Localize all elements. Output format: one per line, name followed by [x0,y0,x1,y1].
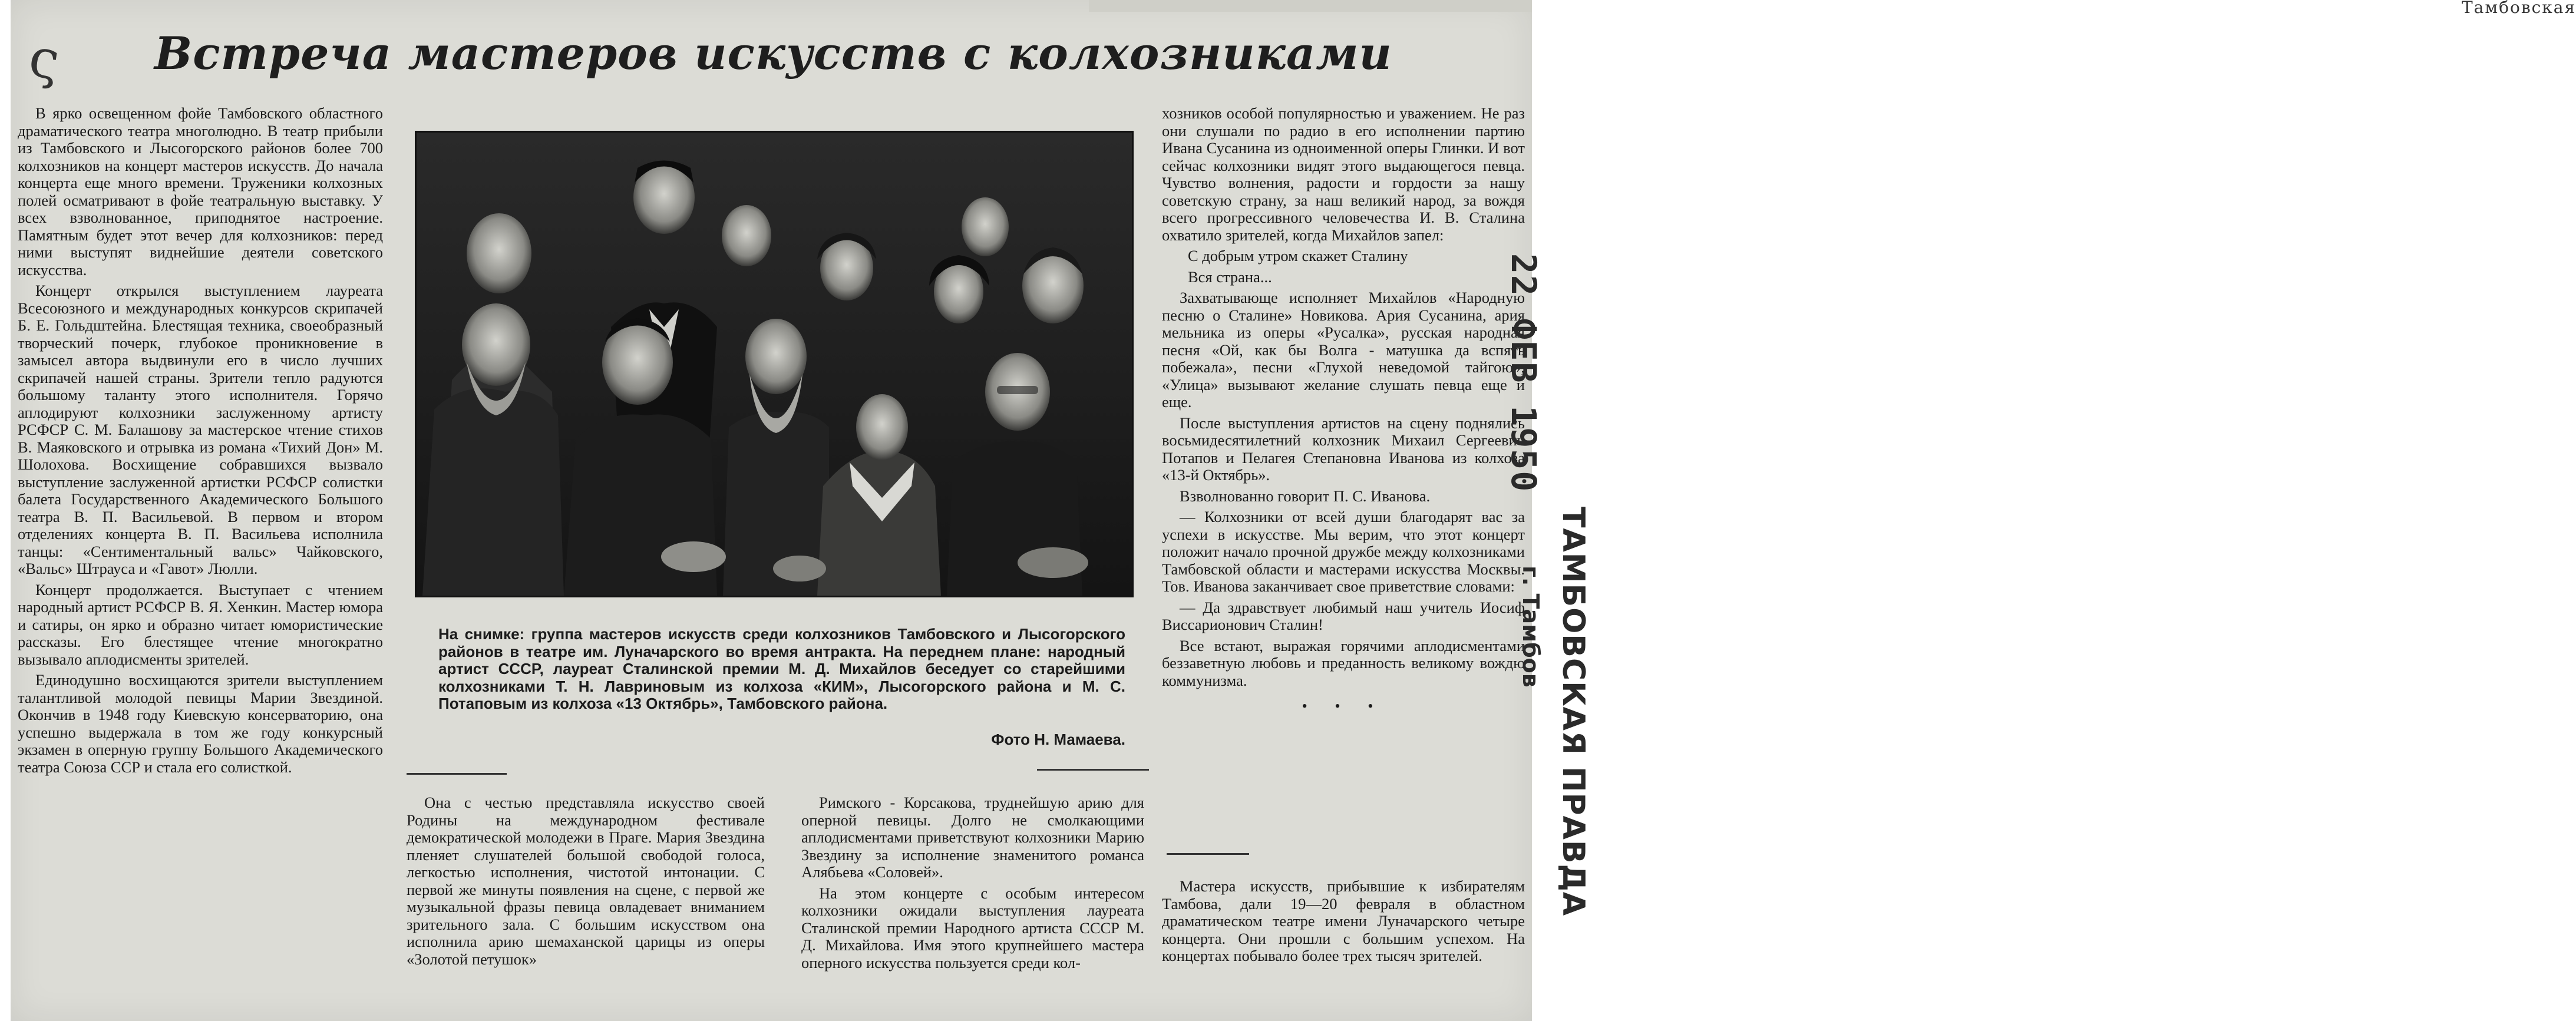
photo-caption: На снимке: группа мастеров искусств среди колхозников Тамбовского и Лысогорского районов в театре им. Луначарского во время антракта. На переднем плане: народный артист СССР, лауреат Сталинской премии М. Д. Михайлов беседует со старейшими колхозниками Т. Н. Лавриновым из колхоза «КИМ», Лысогорского района и М. С. Потаповым из колхоза «13 Октябрь», Тамбовского района. [438,625,1125,712]
paragraph: Концерт открылся выступлением лауреата Всесоюзного и международных конкурсов скрипачей Б. Е. Гольдштейна. Блестящая техника, своеобразный творческий почерк, глубокое проникновение в замысел автора выдвинули его в число лучших скрипачей нашей страны. Зрители тепло радуются большому таланту этого исполнителя. Горячо аплодируют колхозники заслуженному артисту РСФСР С. М. Балашову за мастерское чтение стихов В. Маяковского и отрывка из романа «Тихий Дон» М. Шолохова. Восхищение собравшихся вызвало выступление заслуженной артистки РСФСР солистки балета Государственного Академического Большого театра В. П. Васильевой. В первом и втором отделениях концерта В. П. Васильева исполнила танцы: «Сентиментальный вальс» Чайковского, «Вальс» Штрауса и «Гавот» Люлли. [18,282,383,577]
column-divider-rule [407,773,507,775]
paragraph: На этом концерте с особым интересом колхозники ожидали выступления лауреата Сталинской премии Народного артиста СССР М. Д. Михайлова. Имя этого крупнейшего мастера оперного искусства пользуется среди кол- [801,884,1144,972]
date-stamp: 22 ФЕВ 1950 [1504,253,1544,493]
paragraph: С добрым утром скажет Сталину [1188,247,1408,265]
article-headline: Встреча мастеров искусств с колхозниками [154,27,1392,80]
column-divider-rule [1167,853,1249,855]
column-divider-rule [1037,769,1149,771]
photo-credit: Фото Н. Мамаева. [991,731,1125,748]
paragraph: хозников особой популярностью и уважением. Не раз они слушали по радио в его исполнении партию Ивана Сусанина из одноименной оперы Глинки. И вот сейчас колхозники видят этого выдающегося певца. Чувство волнения, радости и гордости за нашу советскую страну, за наш великий народ, за вождя всего прогрессивного человечества И. В. Сталина охватило зрителей, когда Михайлов запел: [1162,104,1525,244]
paragraph: Римского - Корсакова, труднейшую арию для оперной певицы. Долго не смолкающими аплодисментами приветствуют колхозники Марию Звездину за исполнение знаменитого романса Алябьева «Соловей». [801,794,1144,881]
article-column-3 [801,794,1144,975]
paragraph: Она с честью представляла искусство своей Родины на международном фестивале демократической молодежи в Праге. Мария Звездина пленяет слушателей большой свободой голоса, легкостью исполнения, чистотой интонации. С первой же минуты появления на сцене, с первой же музыкальной фразы певица овладевает вниманием зрительного зала. С большим искусством она исполнила арию шемаханской царицы из оперы «Золотой петушок» [407,794,765,968]
paragraph: Единодушно восхищаются зрители выступлением талантливой молодой певицы Марии Звездиной. Окончив в 1948 году Киевскую консерваторию, она успешно выдержала в том же году конкурсный экзамен в оперную группу Большого Академического театра Союза ССР и стала его солисткой. [18,671,383,776]
paragraph: Концерт продолжается. Выступает с чтением народный артист РСФСР В. Я. Хенкин. Мастер юмора и сатиры, он ярко и образно читает юмористические рассказы. Его блестящее чтение многократно вызывало аплодисменты зрителей. [18,580,383,668]
group-photo-image [417,133,1132,596]
article-column-2 [407,794,765,972]
paragraph: — Да здравствует любимый наш учитель Иосиф Виссарионович Сталин! [1162,598,1525,633]
group-photo [415,131,1134,597]
paragraph: Взволнованно говорит П. С. Иванова. [1180,487,1431,505]
paragraph: • • • [1302,697,1385,715]
paragraph: — Колхозники от всей души благодарят вас за успехи в искусстве. Мы верим, что этот концерт положит начало прочной дружбе между колхозниками Тамбовской области и мастерами искусства Москвы. Тов. Иванова заканчивает свое приветствие словами: [1162,508,1525,595]
city-stamp: г. Тамбов [1518,566,1544,688]
paragraph: Вся страна... [1188,267,1272,286]
newspaper-name-stamp: ТАМБОВСКАЯ ПРАВДА [1555,507,1591,917]
handwritten-mark: ς [25,27,64,92]
paragraph: В ярко освещенном фойе Тамбовского областного драматического театра многолюдно. В театр прибыли из Тамбовского и Лысогорского районов более 700 колхозников на концерт мастеров искусств. До начала концерта еще много времени. Труженики колхозных полей осматривают в фойе театральную выставку. У всех взволнованное, приподнятое настроение. Памятным будет этот вечер для колхозников: перед ними выступят виднейшие деятели советского искусства. [18,104,383,279]
paragraph: Мастера искусств, прибывшие к избирателям Тамбова, дали 19—20 февраля в областном драматическом театре имени Луначарского четыре концерта. Они прошли с большим успехом. На концертах побывало более трех тысяч зрителей. [1162,877,1525,964]
article-column-4-end [1162,878,1525,969]
adjacent-clipping-edge [1089,0,2576,17]
article-column-1 [18,105,383,779]
adjacent-clipping-text: Тамбовская [2462,0,2576,17]
article-column-4 [1162,105,1525,723]
paragraph: Захватывающе исполняет Михайлов «Народную песню о Сталине» Новикова. Ария Сусанина, ария мельника из оперы «Русалка», русская народная песня «Ой, как бы Волга - матушка да вспять побежала», песни «Глухой неведомой тайгою», «Улица» вызывают желание слушать певца еще и еще. [1162,289,1525,411]
paragraph: После выступления артистов на сцену поднялись восьмидесятилетний колхозник Михаил Сергеевич Потапов и Пелагея Степановна Иванова из колхоза «13-й Октябрь». [1162,414,1525,484]
paragraph: Все встают, выражая горячими аплодисментами беззаветную любовь и преданность великому вождю коммунизма. [1162,636,1525,689]
